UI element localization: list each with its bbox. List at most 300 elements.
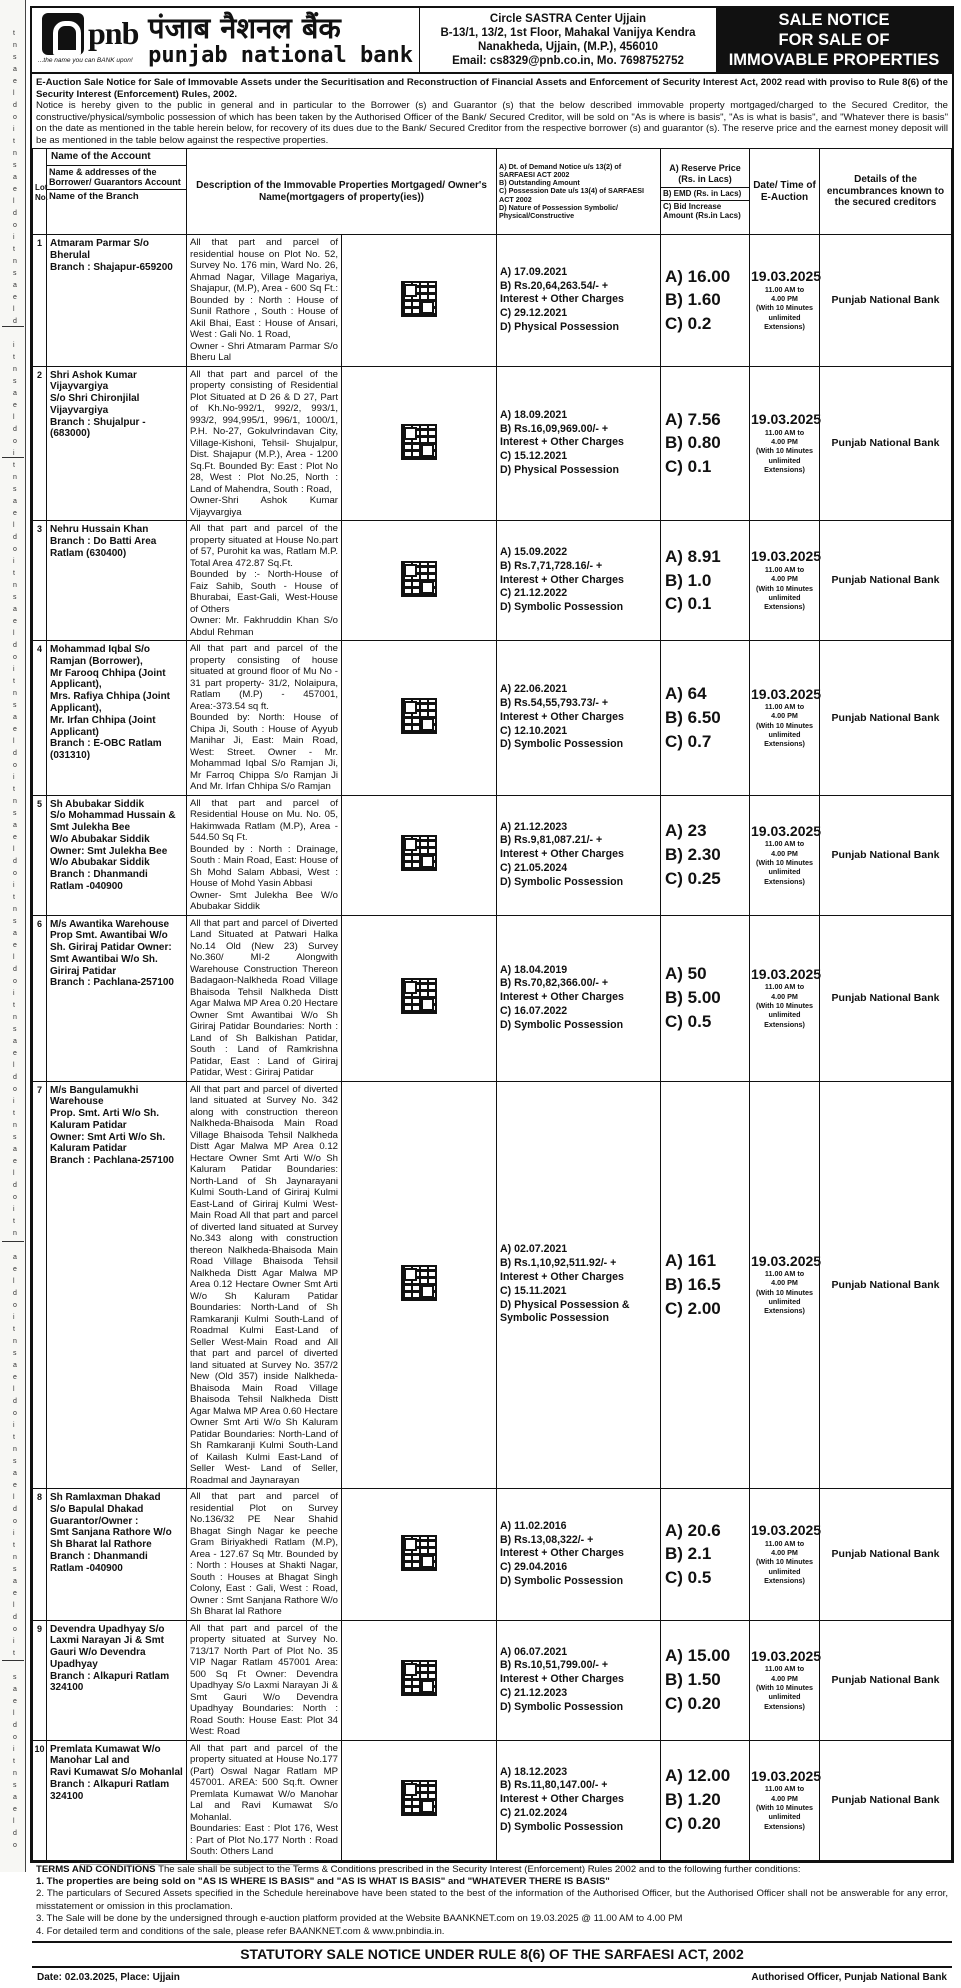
account-cell: [47, 1081, 187, 1489]
possession-nature: D) Physical Possession: [500, 320, 619, 333]
auction-date: 19.03.2025: [751, 548, 822, 565]
table-row: [33, 1489, 952, 1621]
clipped-glyph: e: [13, 726, 17, 733]
auction-datetime: [750, 915, 820, 1081]
clipped-glyph: e: [13, 294, 17, 301]
terms-intro: The sale shall be subject to the Terms & Conditions prescribed in the Security Interest (Enforcement) Rules 2002 and to the following further conditions:: [158, 1863, 801, 1875]
clipped-glyph: l: [13, 1278, 15, 1285]
bid-increase: C) 2.00: [665, 1298, 721, 1318]
auction-datetime: [750, 235, 820, 367]
emd: B) 1.20: [665, 1790, 721, 1810]
auction-extension: Extensions): [764, 739, 805, 749]
clipped-glyph: d: [13, 858, 17, 865]
clipped-glyph: e: [13, 1590, 17, 1597]
clipped-glyph: s: [13, 486, 17, 493]
qr-code-icon[interactable]: [401, 1265, 437, 1301]
auction-extension: unlimited: [768, 592, 801, 602]
clipped-glyph: n: [13, 42, 17, 49]
demand-date: A) 06.07.2021: [500, 1645, 568, 1658]
clipped-glyph: n: [13, 798, 17, 805]
reserve-price: A) 23: [665, 821, 707, 841]
possession-date: C) 12.10.2021: [500, 724, 568, 737]
clipped-glyph: l: [13, 846, 15, 853]
qr-code-icon[interactable]: [401, 978, 437, 1014]
auction-extension: unlimited: [768, 1566, 801, 1576]
possession-date: C) 16.07.2022: [500, 1004, 568, 1017]
auction-extension: unlimited: [768, 730, 801, 740]
title-line: IMMOVABLE PROPERTIES: [728, 51, 940, 70]
encumbrance: Punjab National Bank: [820, 235, 952, 367]
account-cell: [47, 641, 187, 796]
clipped-glyph: s: [13, 918, 17, 925]
auction-extension: Extensions): [764, 1701, 805, 1711]
auction-extension: Extensions): [764, 876, 805, 886]
clipped-glyph: l: [13, 306, 15, 313]
field: All that part and parcel of the property consisting of house situated at ground floor of Mu No - 31 part property- 31/2, Nolaipura, Ratlam (M.P) - 457001, Area:-373.54 sq ft. Bounded by: North: House of Chipa Ji, South : House of Ayyub Manihar Ji, East: Main Road, West: Street. Owner - Mr. Mohammad Iqbal S/o Ramjan Ji, Mr Farroq Chippa S/o Ramjan Ji And Mr. Irfan Chhipa S/o Ramjan: [190, 643, 338, 792]
clipped-glyph: e: [13, 1806, 17, 1813]
bid-increase: C) 0.2: [665, 314, 712, 334]
possession-nature: D) Symbolic Possession: [500, 601, 624, 614]
col-rp-c: C) Bid Increase Amount (Rs.in Lacs): [661, 200, 749, 222]
emd: B) 1.60: [665, 290, 721, 310]
qr-code-icon[interactable]: [401, 424, 437, 460]
pnb-emblem-icon: [42, 13, 84, 55]
qr-cell: [342, 641, 497, 796]
demand-date: A) 21.12.2023: [500, 820, 568, 833]
bid-increase: C) 0.1: [665, 457, 712, 477]
encumbrance: Punjab National Bank: [820, 795, 952, 915]
property-description: [187, 1740, 342, 1860]
col-account-branch: Name of the Branch: [47, 189, 186, 203]
col-dt-b: B) Outstanding Amount: [499, 178, 580, 188]
auction-date: 19.03.2025: [751, 1522, 822, 1539]
possession-nature: D) Symbolic Possession: [500, 738, 624, 751]
clipped-glyph: s: [13, 1674, 17, 1681]
terms-and-conditions: [32, 1861, 952, 1942]
property-description: [187, 521, 342, 641]
demand-details: [497, 915, 661, 1081]
clipped-glyph: a: [13, 714, 17, 721]
encumbrance: Punjab National Bank: [820, 1489, 952, 1621]
auction-time: 11.00 AM to: [764, 1784, 805, 1794]
clipped-glyph: d: [13, 426, 17, 433]
property-description: [187, 795, 342, 915]
auction-time: 11.00 AM to: [764, 564, 805, 574]
clipped-glyph: s: [13, 1566, 17, 1573]
clipped-glyph: o: [13, 870, 17, 877]
outstanding-amount: B) Rs.20,64,263.54/- + Interest + Other Charges: [500, 279, 624, 306]
bank-name-english: punjab national bank: [148, 42, 413, 68]
possession-date: C) 29.12.2021: [500, 307, 568, 320]
clipped-glyph: i: [13, 450, 15, 457]
account-cell: [47, 1489, 187, 1621]
clipped-glyph: e: [13, 942, 17, 949]
clipped-glyph: o: [13, 1842, 17, 1849]
qr-code-icon[interactable]: [401, 561, 437, 597]
auction-time: 4.00 PM: [771, 293, 798, 303]
col-encumbrance: Details of the encumbrances known to the secured creditors: [820, 149, 952, 235]
clipped-glyph: e: [13, 1050, 17, 1057]
demand-date: A) 18.12.2023: [500, 1765, 568, 1778]
intro-lead: E-Auction Sale Notice for Sale of Immovable Assets under the Securitisation and Reconstruction of Financial Assets and Enforcement of Security Interest Act, 2002 read with proviso to Rule 8(6) of the Security Interest (Enforcement) Rules, 2002.: [36, 77, 948, 100]
possession-nature: D) Symbolic Possession: [500, 1820, 624, 1833]
qr-cell: [342, 1489, 497, 1621]
footer: [32, 1968, 952, 1988]
table-row: [33, 795, 952, 915]
clipped-glyph: s: [13, 702, 17, 709]
clipped-glyph: l: [13, 1170, 15, 1177]
demand-details: [497, 521, 661, 641]
auction-date: 19.03.2025: [751, 1647, 822, 1664]
qr-cell: [342, 235, 497, 367]
clipped-glyph: o: [13, 654, 17, 661]
demand-details: [497, 235, 661, 367]
clipped-glyph: a: [13, 1470, 17, 1477]
clipped-glyph: t: [13, 462, 15, 469]
demand-date: A) 18.09.2021: [500, 408, 568, 421]
auction-extension: (With 10 Minutes: [755, 446, 814, 456]
property-description: [187, 366, 342, 521]
clipped-glyph: d: [13, 1506, 17, 1513]
possession-date: C) 21.05.2024: [500, 861, 568, 874]
auction-extension: (With 10 Minutes: [755, 720, 814, 730]
column-rule: [2, 1660, 24, 1661]
outstanding-amount: B) Rs.11,80,147.00/- + Interest + Other Charges: [500, 1779, 624, 1806]
outstanding-amount: B) Rs.7,71,728.16/- + Interest + Other Charges: [500, 559, 624, 586]
clipped-glyph: d: [13, 210, 17, 217]
bank-names: [148, 13, 413, 67]
auction-time: 11.00 AM to: [764, 982, 805, 992]
outstanding-amount: B) Rs.54,55,793.73/- + Interest + Other Charges: [500, 697, 624, 723]
lot-number: 1: [33, 235, 47, 367]
table-row: [33, 366, 952, 521]
reserve-price: A) 20.6: [665, 1520, 721, 1540]
encumbrance: Punjab National Bank: [820, 1081, 952, 1489]
encumbrance: Punjab National Bank: [820, 641, 952, 796]
price-details: [661, 1081, 750, 1489]
sale-notice: [30, 6, 954, 1983]
auction-time: 11.00 AM to: [764, 1269, 805, 1279]
clipped-glyph: n: [13, 474, 17, 481]
auction-extension: (With 10 Minutes: [755, 1557, 814, 1567]
demand-details: [497, 795, 661, 915]
col-account: [47, 149, 187, 235]
clipped-glyph: d: [13, 642, 17, 649]
col-account-borrower: Name & addresses of the Borrower/ Guarantors Account: [47, 165, 186, 189]
clipped-glyph: e: [13, 1482, 17, 1489]
qr-cell: [342, 915, 497, 1081]
clipped-glyph: i: [13, 990, 15, 997]
reserve-price: A) 64: [665, 684, 707, 704]
bid-increase: C) 0.20: [665, 1813, 721, 1833]
column-rule: [2, 1241, 24, 1242]
statutory-banner: STATUTORY SALE NOTICE UNDER RULE 8(6) OF THE SARFAESI ACT, 2002: [32, 1941, 952, 1968]
auction-time: 4.00 PM: [771, 711, 798, 721]
clipped-glyph: i: [13, 666, 15, 673]
lot-number: 9: [33, 1620, 47, 1740]
tagline: ...the name you can BANK upon!: [38, 57, 133, 64]
auction-extension: Extensions): [764, 1019, 805, 1029]
reserve-price: A) 7.56: [665, 409, 721, 429]
clipped-glyph: l: [13, 90, 15, 97]
emd: B) 5.00: [665, 988, 721, 1008]
auction-time: 4.00 PM: [771, 436, 798, 446]
clipped-glyph: t: [13, 138, 15, 145]
auction-extension: Extensions): [764, 1306, 805, 1316]
lot-number: 10: [33, 1740, 47, 1860]
emd: B) 2.30: [665, 845, 721, 865]
clipped-glyph: n: [13, 150, 17, 157]
price-details: [661, 521, 750, 641]
field: Atmaram Parmar S/o Bherulal Branch : Shajapur-659200: [50, 238, 173, 273]
qr-cell: [342, 795, 497, 915]
field: All that part and parcel of residential Plot on Survey No.136/32 PE Near Shahid Bhagat Singh Nagar ke peeche Gram Biriyakhedi Ratlam (M.P), Area - 127.67 Sq Mtr. Bounded by : North : Houses at Shakti Nagar, South : Houses at Bhagat Singh Colony, East : Gali, West : Road, Owner : Smt Sanjana Rathore W/o Sh Bharat lal Rathore: [190, 1491, 338, 1617]
clipped-glyph: t: [13, 678, 15, 685]
auction-extension: unlimited: [768, 1297, 801, 1307]
clipped-glyph: t: [13, 1542, 15, 1549]
auction-time: 11.00 AM to: [764, 284, 805, 294]
auction-datetime: [750, 1620, 820, 1740]
possession-nature: D) Symbolic Possession: [500, 1574, 624, 1587]
demand-details: [497, 366, 661, 521]
field: Shri Ashok Kumar Vijayvargiya S/o Shri Chironjilal Vijayvargiya Branch : Shujalpur - (683000): [50, 369, 146, 440]
circle-line: Circle SASTRA Center Ujjain: [489, 12, 647, 25]
auction-extension: unlimited: [768, 455, 801, 465]
auction-date: 19.03.2025: [751, 1252, 822, 1269]
circle-office-address: [420, 8, 716, 72]
possession-nature: D) Symbolic Possession: [500, 1700, 624, 1713]
table-row: [33, 235, 952, 367]
clipped-glyph: e: [13, 618, 17, 625]
possession-nature: D) Symbolic Possession: [500, 875, 624, 888]
reserve-price: A) 8.91: [665, 546, 721, 566]
clipped-glyph: t: [13, 1650, 15, 1657]
clipped-glyph: l: [13, 1602, 15, 1609]
clipped-glyph: d: [13, 1614, 17, 1621]
field: All that part and parcel of residential house on Plot No. 52, Survey No. 176 min, Ward No. 26, Ahmad Nagar, Village Magariya, Shajapur, (M.P), Area - 600 Sq Ft.: Bounded by : North : House of Sunil Rathore , South : House of Akil Bhai, East : House of Ansari, West : Gali No. 1 Road, Owner - Shri Atmaram Parmar S/o Bheru Lal: [190, 237, 338, 363]
col-dt-c: C) Possession Date u/s 13(4) of SARFAESI ACT 2002: [499, 186, 644, 204]
clipped-glyph: e: [13, 1698, 17, 1705]
qr-code-icon[interactable]: [401, 835, 437, 871]
clipped-glyph: d: [13, 1074, 17, 1081]
field: All that part and parcel of Residential House on Mu. No. 05, Hakimwada Ratlam (M.P), Area - 544.50 Sq Ft. Bounded by : North : Drainage, South : Main Road, East: House of Sh Mohd Salam Abbasi, West : House of Mohd Yasin Abbasi Owner- Smt Julekha Bee W/o Abubakar Siddik: [190, 797, 338, 912]
demand-date: A) 18.04.2019: [500, 963, 568, 976]
title-line: SALE NOTICE: [778, 10, 890, 29]
property-description: [187, 235, 342, 367]
clipped-glyph: e: [13, 510, 17, 517]
intro-paragraph: [32, 74, 952, 148]
table-row: [33, 641, 952, 796]
lot-number: 4: [33, 641, 47, 796]
account-cell: [47, 1620, 187, 1740]
col-rp-a: A) Reserve Price (Rs. in Lacs): [669, 163, 741, 185]
qr-code-icon[interactable]: [401, 281, 437, 317]
clipped-glyph: a: [13, 1578, 17, 1585]
qr-code-icon[interactable]: [401, 1660, 437, 1696]
clipped-glyph: s: [13, 1026, 17, 1033]
clipped-glyph: i: [13, 1314, 15, 1321]
clipped-glyph: i: [13, 1638, 15, 1645]
clipped-glyph: d: [13, 102, 17, 109]
field: M/s Awantika Warehouse Prop Smt. Awantibai W/o Sh. Giriraj Patidar Owner: Smt Awantibai W/o Sh. Giriraj Patidar Branch : Pachlana-257100: [50, 918, 174, 989]
auction-time: 4.00 PM: [771, 1793, 798, 1803]
clipped-glyph: l: [13, 414, 15, 421]
lot-number: 8: [33, 1489, 47, 1621]
encumbrance: Punjab National Bank: [820, 1620, 952, 1740]
bid-increase: C) 0.5: [665, 1568, 712, 1588]
field: All that part and parcel of the property situated at House No.177 (Part) Oswal Nagar Ratlam MP 457001. AREA: 500 Sq.ft. Owner Premlata Kumawat W/o Manohar Lal and Ravi Kumawat S/o Mohanlal. Boundaries: East : Plot 176, West : Part of Plot No.177 North : Road South: Others Land: [190, 1742, 338, 1857]
clipped-glyph: t: [13, 570, 15, 577]
clipped-glyph: n: [13, 1014, 17, 1021]
clipped-glyph: i: [13, 342, 15, 349]
clipped-glyph: t: [13, 894, 15, 901]
clipped-glyph: d: [13, 1398, 17, 1405]
auction-date: 19.03.2025: [751, 965, 822, 982]
auction-extension: Extensions): [764, 321, 805, 331]
clipped-glyph: d: [13, 318, 17, 325]
clipped-glyph: t: [13, 1326, 15, 1333]
title-line: FOR SALE OF: [778, 30, 890, 49]
column-rule: [2, 326, 24, 327]
clipped-glyph: s: [13, 162, 17, 169]
field: Mohammad Iqbal S/o Ramjan (Borrower), Mr Farooq Chhipa (Joint Applicant), Mrs. Rafiya Chhipa (Joint Applicant), Mr. Irfan Chhipa (Joint Applicant) Branch : E-OBC Ratlam (031310): [50, 644, 171, 762]
qr-code-icon[interactable]: [401, 698, 437, 734]
auction-datetime: [750, 366, 820, 521]
notice-title: [716, 8, 952, 72]
clipped-glyph: n: [13, 1770, 17, 1777]
auction-extension: unlimited: [768, 867, 801, 877]
clipped-glyph: o: [13, 1734, 17, 1741]
qr-code-icon[interactable]: [401, 1780, 437, 1816]
auction-extension: unlimited: [768, 1692, 801, 1702]
bid-increase: C) 0.7: [665, 731, 712, 751]
clipped-glyph: e: [13, 186, 17, 193]
price-details: [661, 366, 750, 521]
auction-date: 19.03.2025: [751, 268, 822, 285]
clipped-glyph: a: [13, 1686, 17, 1693]
possession-date: C) 21.12.2022: [500, 587, 568, 600]
lot-number: 7: [33, 1081, 47, 1489]
clipped-glyph: n: [13, 1446, 17, 1453]
price-details: [661, 795, 750, 915]
auction-date: 19.03.2025: [751, 411, 822, 428]
auction-time: 11.00 AM to: [764, 427, 805, 437]
clipped-glyph: l: [13, 1818, 15, 1825]
clipped-glyph: a: [13, 1362, 17, 1369]
demand-date: A) 15.09.2022: [500, 546, 568, 559]
clipped-glyph: o: [13, 978, 17, 985]
clipped-glyph: o: [13, 1410, 17, 1417]
clipped-glyph: l: [13, 1710, 15, 1717]
field: Sh Ramlaxman Dhakad S/o Bapulal Dhakad Guarantor/Owner : Smt Sanjana Rathore W/o Sh Bharat lal Rathore Branch : Dhanmandi Ratlam -040900: [50, 1492, 172, 1574]
clipped-glyph: s: [13, 1350, 17, 1357]
authorised-officer: Authorised Officer, Punjab National Bank: [751, 1971, 947, 1983]
clipped-glyph: n: [13, 1230, 17, 1237]
possession-nature: D) Physical Possession & Symbolic Possession: [500, 1298, 630, 1325]
clipped-glyph: n: [13, 258, 17, 265]
demand-details: [497, 1740, 661, 1860]
clipped-glyph: a: [13, 174, 17, 181]
demand-date: A) 17.09.2021: [500, 265, 568, 278]
clipped-glyph: t: [13, 30, 15, 37]
auction-datetime: [750, 1081, 820, 1489]
demand-date: A) 02.07.2021: [500, 1243, 568, 1256]
account-cell: [47, 366, 187, 521]
outstanding-amount: B) Rs.10,51,799.00/- + Interest + Other Charges: [500, 1659, 624, 1686]
col-description: Description of the Immovable Properties Mortgaged/ Owner's Name(mortgagers of property(ies)): [187, 149, 497, 235]
property-table: [32, 148, 952, 1861]
page-rule: [80, 1864, 300, 1865]
auction-datetime: [750, 521, 820, 641]
clipped-glyph: n: [13, 582, 17, 589]
property-description: [187, 1081, 342, 1489]
clipped-glyph: t: [13, 1110, 15, 1117]
qr-code-icon[interactable]: [401, 1535, 437, 1571]
outstanding-amount: B) Rs.70,82,366.00/- + Interest + Other Charges: [500, 977, 624, 1004]
auction-extension: (With 10 Minutes: [755, 583, 814, 593]
auction-time: 4.00 PM: [771, 574, 798, 584]
clipped-glyph: n: [13, 1554, 17, 1561]
field: All that part and parcel of the property consisting of Residential Plot Situated at D 26 & D 27, Part of Kh.No-992/1, 992/2, 993/1, 993/2, 994,995/1, 996/1, 1000/1, P.H. No-27, Gokulvrindavan City, Village-Kishoni, Tehsil- Shujalpur, Dist. Shajapur (M.P.), Area - 1200 Sq.Ft. Bounded By: East : Plot No 28, West : Plot No.25, North : Land of Mahendra, South : Road, Owner-Shri Ashok Kumar Vijayvargiya: [190, 368, 338, 518]
clipped-glyph: e: [13, 402, 17, 409]
clipped-glyph: a: [13, 1146, 17, 1153]
pnb-logo: [38, 11, 142, 69]
col-auction: Date/ Time of E-Auction: [750, 149, 820, 235]
clipped-glyph: t: [13, 1002, 15, 1009]
table-row: [33, 1081, 952, 1489]
field: Nehru Hussain Khan Branch : Do Batti Area Ratlam (630400): [50, 524, 157, 559]
logo-text: pnb: [88, 15, 139, 51]
auction-datetime: [750, 795, 820, 915]
emd: B) 2.1: [665, 1544, 712, 1564]
outstanding-amount: B) Rs.9,81,087.21/- + Interest + Other Charges: [500, 834, 624, 861]
notice-header: [32, 8, 952, 74]
encumbrance: Punjab National Bank: [820, 915, 952, 1081]
encumbrance: Punjab National Bank: [820, 366, 952, 521]
clipped-glyph: s: [13, 54, 17, 61]
clipped-glyph: l: [13, 738, 15, 745]
clipped-glyph: i: [13, 558, 15, 565]
col-dt-a: A) Dt. of Demand Notice u/s 13(2) of SARFAESI ACT 2002: [499, 161, 622, 179]
clipped-glyph: d: [13, 534, 17, 541]
qr-cell: [342, 1620, 497, 1740]
clipped-glyph: e: [13, 1374, 17, 1381]
col-lot: Lot No.: [33, 149, 47, 235]
demand-details: [497, 1620, 661, 1740]
clipped-glyph: t: [13, 1434, 15, 1441]
clipped-glyph: e: [13, 1266, 17, 1273]
auction-date: 19.03.2025: [751, 1767, 822, 1784]
outstanding-amount: B) Rs.16,09,969.00/- + Interest + Other Charges: [500, 422, 624, 449]
clipped-glyph: a: [13, 1794, 17, 1801]
clipped-glyph: d: [13, 1290, 17, 1297]
clipped-glyph: a: [13, 282, 17, 289]
demand-date: A) 22.06.2021: [500, 683, 568, 696]
clipped-glyph: t: [13, 1218, 15, 1225]
encumbrance: Punjab National Bank: [820, 1740, 952, 1860]
lot-number: 5: [33, 795, 47, 915]
account-cell: [47, 521, 187, 641]
auction-extension: (With 10 Minutes: [755, 1803, 814, 1813]
col-rp-b: B) EMD (Rs. in Lacs): [661, 187, 749, 200]
field: Premlata Kumawat W/o Manohar Lal and Ravi Kumawat S/o Mohanlal Branch : Alkapuri Ratlam 324100: [50, 1743, 183, 1802]
emd: B) 16.5: [665, 1274, 721, 1294]
clipped-glyph: a: [13, 390, 17, 397]
reserve-price: A) 161: [665, 1251, 717, 1271]
clipped-glyph: a: [13, 498, 17, 505]
field: M/s Bangulamukhi Warehouse Prop. Smt. Arti W/o Sh. Kaluram Patidar Owner: Smt Arti W/o Sh. Kaluram Patidar Branch : Pachlana-257100: [50, 1084, 174, 1167]
clipped-glyph: i: [13, 882, 15, 889]
